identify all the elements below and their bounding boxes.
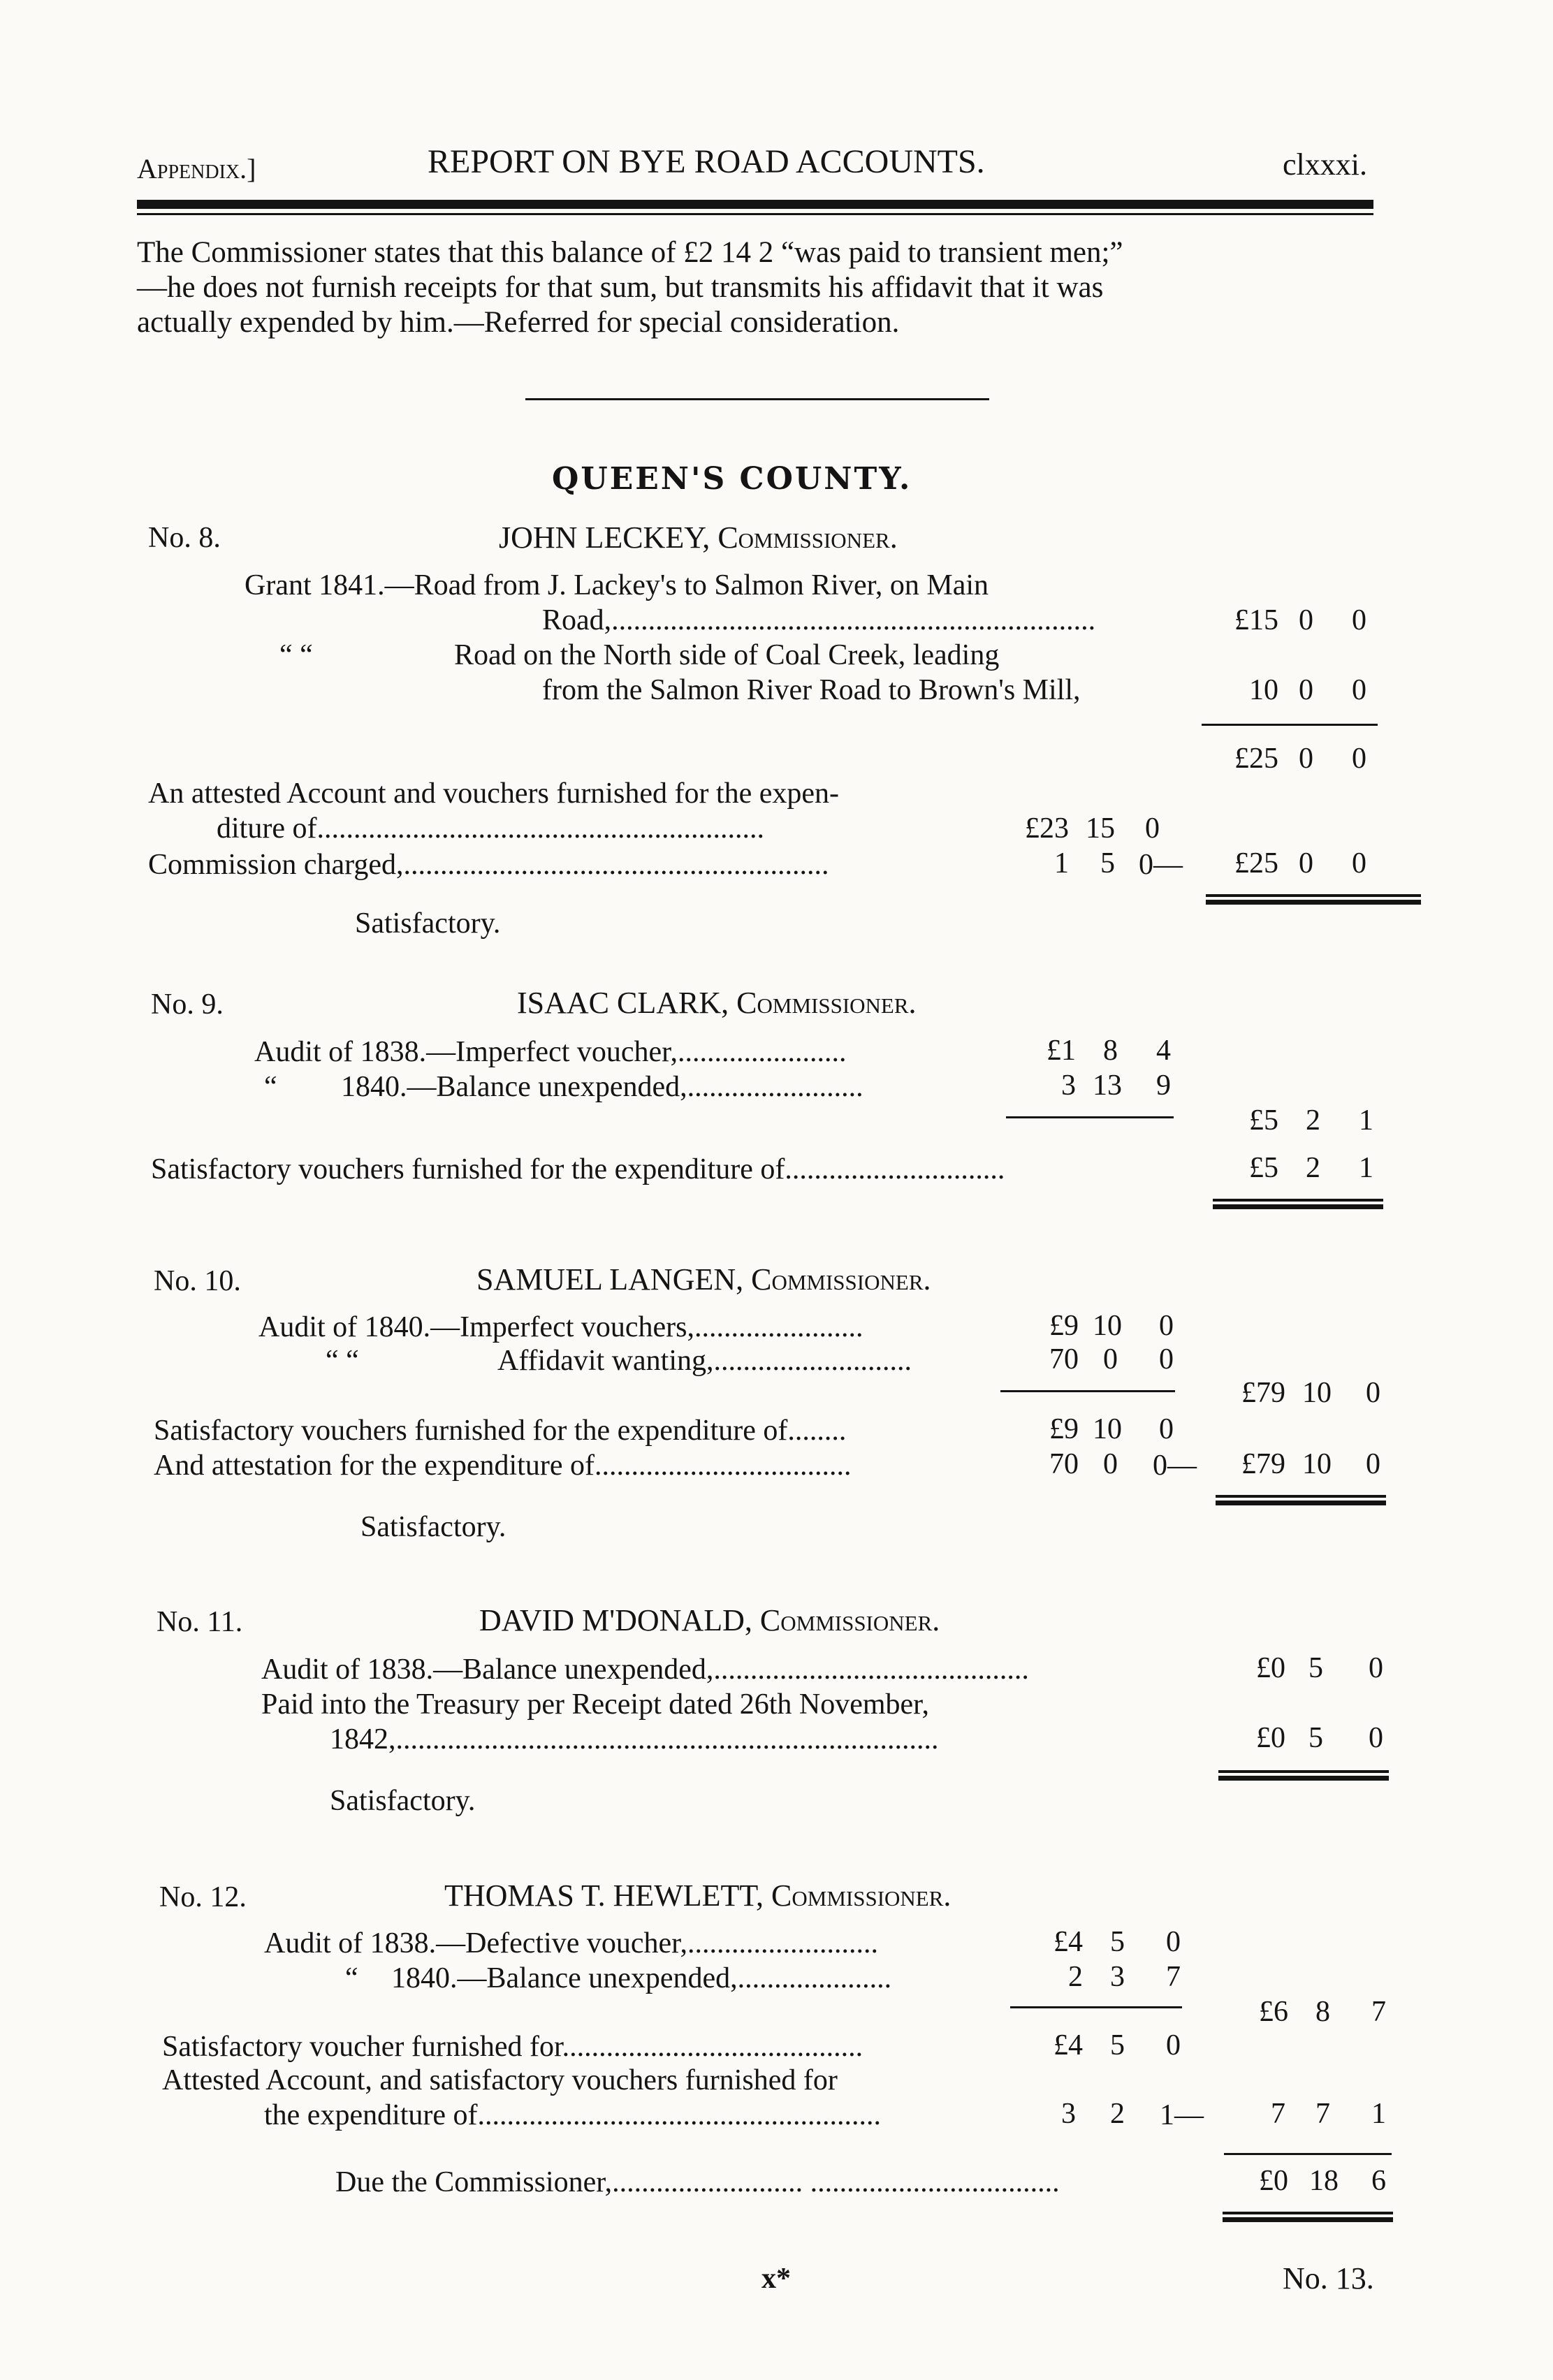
entry-8-account-pounds: £23 <box>1025 812 1069 845</box>
entry-8-sum-rule <box>1202 724 1378 726</box>
entry-10-amt2-pounds: 70 <box>1049 1343 1079 1375</box>
entry-8-road2-line-1: Road on the North side of Coal Creek, leading <box>454 639 1000 671</box>
entry-12-amt1-pounds: £4 <box>1053 1926 1083 1958</box>
entry-12-total-pence: 7 <box>1371 1996 1386 2028</box>
entry-10-total-pounds: £79 <box>1241 1377 1285 1409</box>
entry-8-double-rule <box>1206 894 1421 905</box>
entry-10-total-shillings: 10 <box>1302 1377 1332 1409</box>
entry-10-amt1-pence: 0 <box>1159 1310 1174 1342</box>
entry-8-commission-shillings: 5 <box>1100 847 1115 879</box>
entry-10-line-1: Audit of 1840.—Imperfect vouchers,....................... <box>258 1311 863 1343</box>
entry-10-ditto: “ “ <box>326 1345 359 1377</box>
entry-10-total-pence: 0 <box>1366 1377 1380 1409</box>
entry-12-name: THOMAS T. HEWLETT, <box>444 1878 764 1913</box>
entry-9-sat-shillings: 2 <box>1306 1152 1320 1184</box>
running-head-title: REPORT ON BYE ROAD ACCOUNTS. <box>428 143 985 180</box>
entry-11-double-rule <box>1218 1770 1389 1781</box>
entry-10-sat1-pounds: £9 <box>1049 1413 1079 1445</box>
entry-9-name: ISAAC CLARK, <box>517 986 729 1020</box>
entry-12-sat-pounds: £4 <box>1053 2029 1083 2061</box>
entry-12-total-pounds: £6 <box>1259 1996 1288 2028</box>
entry-10-double-rule <box>1216 1495 1386 1505</box>
entry-11-amt2-pence: 0 <box>1369 1722 1383 1754</box>
entry-12-satisfactory-line: Satisfactory voucher furnished for......................................... <box>162 2031 863 2063</box>
entry-8-grant-shillings: 0 <box>1299 604 1313 636</box>
entry-8-road2-line-2: from the Salmon River Road to Brown's Mill, <box>542 674 1081 706</box>
entry-11-line-3: 1842,.......................................................................... <box>330 1723 939 1755</box>
entry-10-amt1-shillings: 10 <box>1093 1310 1122 1342</box>
entry-8-comm-total-shillings: 0 <box>1299 847 1313 879</box>
entry-11-amt1-shillings: 5 <box>1308 1652 1323 1684</box>
entry-9-amt2-shillings: 13 <box>1093 1069 1122 1102</box>
entry-11-amt2-pounds: £0 <box>1256 1722 1285 1754</box>
entry-8-grant-line-1: Grant 1841.—Road from J. Lackey's to Salmon River, on Main <box>245 569 989 601</box>
entry-9-sum-rule <box>1006 1116 1174 1118</box>
entry-9-total-pounds: £5 <box>1249 1104 1278 1137</box>
entry-12-total-shillings: 8 <box>1315 1996 1330 2028</box>
section-divider <box>525 398 989 400</box>
entry-10-sat2-pounds: 70 <box>1049 1448 1079 1480</box>
entry-11-line-2: Paid into the Treasury per Receipt dated 26th November, <box>261 1688 929 1721</box>
entry-12-due-line: Due the Commissioner,.......................... .................................. <box>335 2166 1060 2198</box>
entry-8-comm-total-pounds: £25 <box>1234 847 1278 879</box>
entry-8-status: Satisfactory. <box>355 907 501 940</box>
entry-12-amt2-pounds: 2 <box>1068 1961 1083 1993</box>
entry-9-double-rule <box>1213 1199 1383 1209</box>
entry-11-role: Commissioner. <box>759 1603 940 1637</box>
entry-10-satisfactory-line-2: And attestation for the expenditure of................................... <box>154 1450 852 1482</box>
entry-12-sat-pence: 0 <box>1166 2029 1181 2061</box>
entry-12-amt2-shillings: 3 <box>1110 1961 1125 1993</box>
entry-8-road2-pounds: 10 <box>1249 674 1278 706</box>
entry-8-account-line-1: An attested Account and vouchers furnished for the expen- <box>148 777 840 810</box>
entry-12-due-shillings: 18 <box>1309 2165 1339 2197</box>
page-number: clxxxi. <box>1283 147 1367 182</box>
entry-9-line-1: Audit of 1838.—Imperfect voucher,....................... <box>254 1036 847 1068</box>
entry-10-amt2-pence: 0 <box>1159 1343 1174 1375</box>
entry-8-road2-pence: 0 <box>1352 674 1366 706</box>
entry-11-name: DAVID M'DONALD, <box>479 1603 752 1637</box>
entry-10-sat-total-pounds: £79 <box>1241 1448 1285 1480</box>
entry-10-line-2: Affidavit wanting,........................... <box>497 1345 912 1377</box>
intro-line-1: The Commissioner states that this balance of £2 14 2 “was paid to transient men;” <box>137 236 1123 269</box>
entry-8-commission-line: Commission charged,.......................................................... <box>148 849 829 881</box>
entry-8-commission-pounds: 1 <box>1054 847 1069 879</box>
entry-11-line-1: Audit of 1838.—Balance unexpended,........................................... <box>261 1653 1029 1686</box>
entry-11-number: No. 11. <box>156 1606 243 1638</box>
entry-8-grant-pounds: £15 <box>1234 604 1278 636</box>
entry-10-amt2-shillings: 0 <box>1103 1343 1118 1375</box>
entry-12-acct-total-pence: 1 <box>1371 2098 1386 2130</box>
entry-12-line-1: Audit of 1838.—Defective voucher,.......................... <box>264 1927 878 1959</box>
entry-8-ditto: “ “ <box>279 639 313 671</box>
entry-12-due-rule <box>1224 2153 1392 2155</box>
county-heading: QUEEN'S COUNTY. <box>552 461 912 497</box>
entry-8-number: No. 8. <box>148 522 221 554</box>
entry-8-account-shillings: 15 <box>1086 812 1115 845</box>
entry-8-total-pounds: £25 <box>1234 743 1278 775</box>
entry-12-acct-shillings: 2 <box>1110 2098 1125 2130</box>
entry-12-sat-shillings: 5 <box>1110 2029 1125 2061</box>
entry-9-commissioner <box>517 985 917 1021</box>
entry-11-amt1-pounds: £0 <box>1256 1652 1285 1684</box>
entry-12-ditto: “ <box>345 1962 358 1994</box>
entry-8-role: Commissioner. <box>717 520 898 555</box>
entry-12-acct-total-shillings: 7 <box>1315 2098 1330 2130</box>
entry-10-sum-rule <box>1000 1390 1175 1392</box>
entry-9-sat-pence: 1 <box>1359 1152 1373 1184</box>
entry-8-grant-pence: 0 <box>1352 604 1366 636</box>
signature-mark: x* <box>761 2263 791 2295</box>
entry-8-commission-pence: 0— <box>1139 849 1183 881</box>
header-rule-thin <box>137 213 1373 215</box>
entry-10-sat1-pence: 0 <box>1159 1413 1174 1445</box>
running-head-left: Appendix.] <box>137 153 256 184</box>
entry-10-sat-total-pence: 0 <box>1366 1448 1380 1480</box>
entry-12-acct-pence: 1— <box>1160 2099 1204 2131</box>
entry-12-acct-total-pounds: 7 <box>1271 2098 1285 2130</box>
entry-11-amt1-pence: 0 <box>1369 1652 1383 1684</box>
entry-12-acct-pounds: 3 <box>1061 2098 1076 2130</box>
entry-12-due-pence: 6 <box>1371 2165 1386 2197</box>
entry-12-double-rule <box>1223 2212 1393 2222</box>
entry-9-amt2-pounds: 3 <box>1061 1069 1076 1102</box>
entry-8-comm-total-pence: 0 <box>1352 847 1366 879</box>
entry-12-number: No. 12. <box>159 1881 247 1913</box>
entry-9-total-pence: 1 <box>1359 1104 1373 1137</box>
intro-line-3: actually expended by him.—Referred for special consideration. <box>137 306 900 339</box>
entry-10-name: SAMUEL LANGEN, <box>476 1262 744 1297</box>
entry-10-sat1-shillings: 10 <box>1093 1413 1122 1445</box>
entry-10-status: Satisfactory. <box>360 1511 506 1543</box>
entry-12-line-2: 1840.—Balance unexpended,..................... <box>391 1962 892 1994</box>
entry-8-account-pence: 0 <box>1145 812 1160 845</box>
entry-12-amt1-shillings: 5 <box>1110 1926 1125 1958</box>
entry-9-amt1-shillings: 8 <box>1103 1035 1118 1067</box>
entry-12-sum-rule <box>1010 2006 1182 2008</box>
entry-11-amt2-shillings: 5 <box>1308 1722 1323 1754</box>
entry-11-status: Satisfactory. <box>330 1785 476 1817</box>
intro-line-2: —he does not furnish receipts for that sum, but transmits his affidavit that it was <box>137 271 1104 304</box>
entry-12-amt2-pence: 7 <box>1166 1961 1181 1993</box>
entry-10-commissioner <box>476 1262 931 1298</box>
entry-9-role: Commissioner. <box>736 986 917 1020</box>
entry-8-total-shillings: 0 <box>1299 743 1313 775</box>
entry-9-satisfactory-line: Satisfactory vouchers furnished for the expenditure of.............................. <box>151 1153 1005 1185</box>
entry-12-role: Commissioner. <box>771 1878 952 1913</box>
entry-9-total-shillings: 2 <box>1306 1104 1320 1137</box>
entry-9-number: No. 9. <box>151 988 224 1021</box>
entry-10-satisfactory-line-1: Satisfactory vouchers furnished for the expenditure of........ <box>154 1415 847 1447</box>
catchword: No. 13. <box>1283 2261 1374 2295</box>
entry-12-account-line-2: the expenditure of....................................................... <box>264 2099 882 2131</box>
entry-12-amt1-pence: 0 <box>1166 1926 1181 1958</box>
entry-10-number: No. 10. <box>154 1265 241 1297</box>
entry-10-sat2-shillings: 0 <box>1103 1448 1118 1480</box>
entry-9-amt1-pence: 4 <box>1156 1035 1171 1067</box>
entry-12-commissioner <box>444 1878 951 1914</box>
entry-10-sat-total-shillings: 10 <box>1302 1448 1332 1480</box>
entry-8-name: JOHN LECKEY, <box>499 520 710 555</box>
entry-8-road2-shillings: 0 <box>1299 674 1313 706</box>
entry-9-amt1-pounds: £1 <box>1047 1035 1076 1067</box>
entry-10-role: Commissioner. <box>751 1262 931 1297</box>
entry-10-amt1-pounds: £9 <box>1049 1310 1079 1342</box>
entry-10-sat2-pence: 0— <box>1153 1450 1197 1482</box>
header-rule <box>137 200 1373 209</box>
entry-9-ditto: “ <box>264 1071 277 1103</box>
entry-8-total-pence: 0 <box>1352 743 1366 775</box>
entry-8-account-line-2: diture of............................................................. <box>217 812 764 845</box>
entry-9-line-2: 1840.—Balance unexpended,........................ <box>341 1071 863 1103</box>
entry-9-sat-pounds: £5 <box>1249 1152 1278 1184</box>
entry-12-account-line-1: Attested Account, and satisfactory vouchers furnished for <box>162 2064 838 2096</box>
entry-11-commissioner <box>479 1603 940 1639</box>
entry-8-commissioner <box>499 520 898 556</box>
entry-12-due-pounds: £0 <box>1259 2165 1288 2197</box>
entry-8-grant-line-2: Road,.................................................................. <box>542 604 1096 636</box>
entry-9-amt2-pence: 9 <box>1156 1069 1171 1102</box>
